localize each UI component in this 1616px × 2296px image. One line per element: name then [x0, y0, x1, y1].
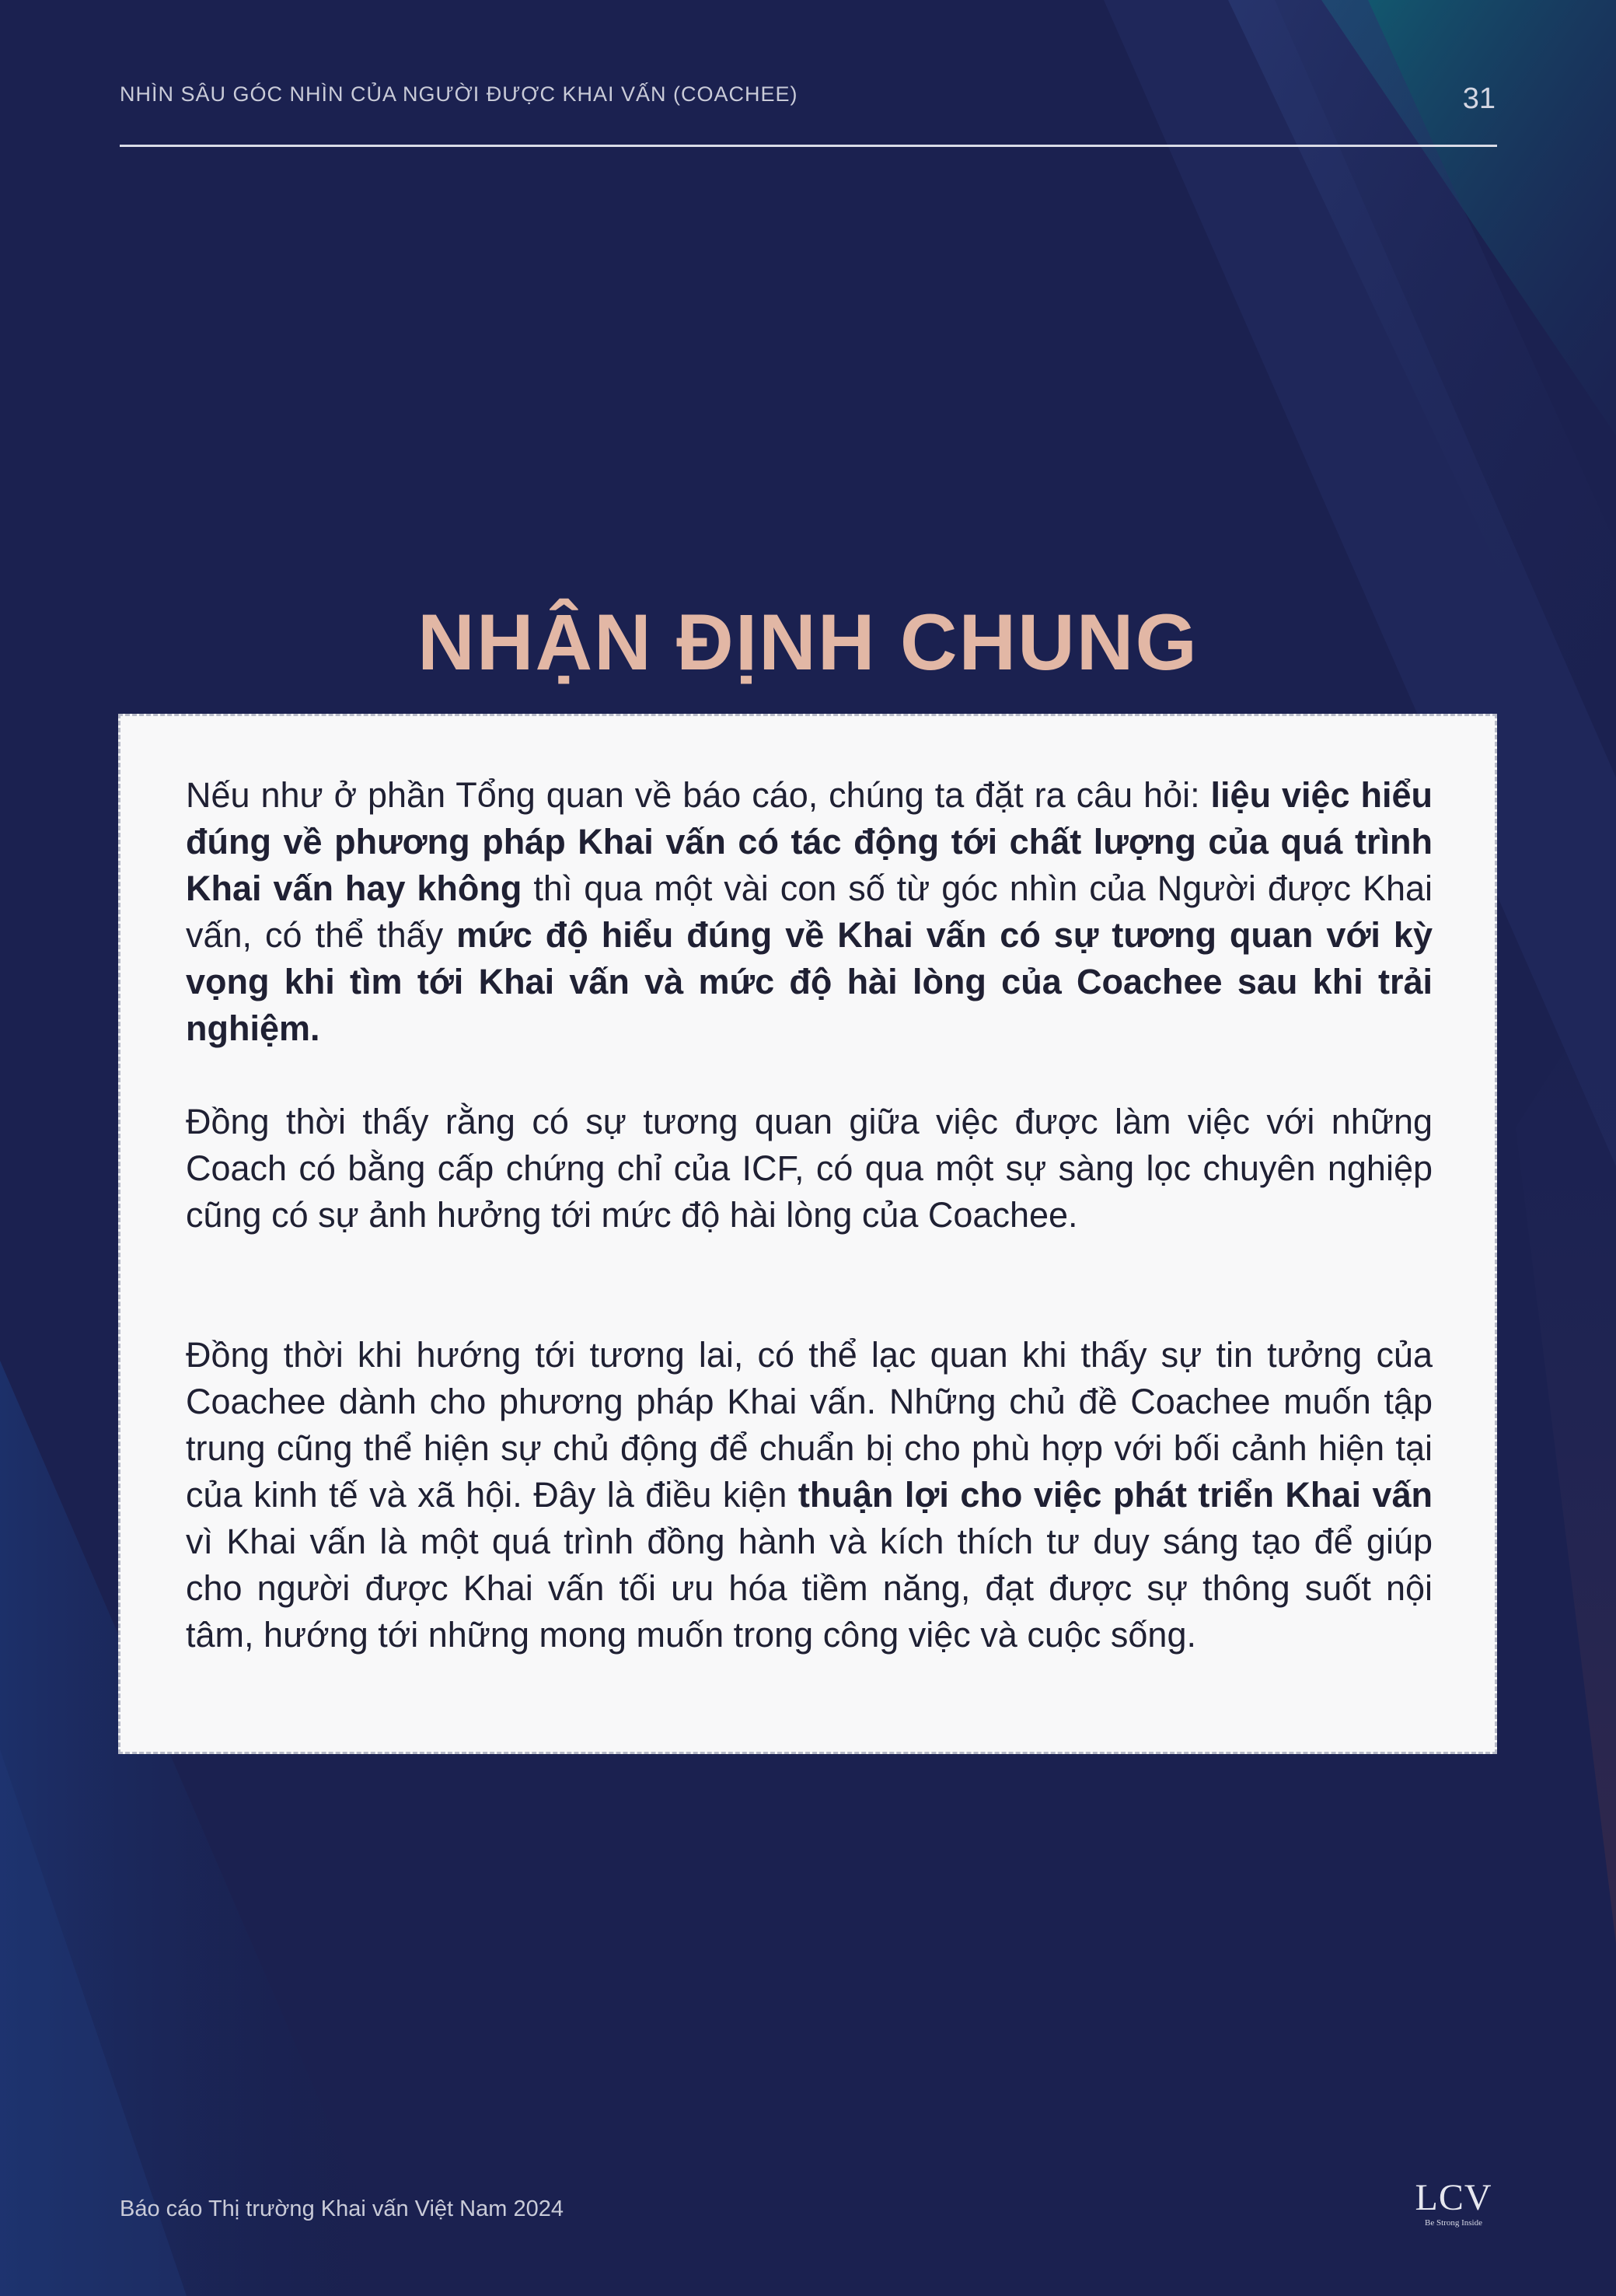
logo-wordmark: LCV — [1415, 2177, 1492, 2218]
report-name: Báo cáo Thị trường Khai vấn Việt Nam 2024 — [120, 2196, 564, 2221]
logo-tagline: Be Strong Inside — [1425, 2218, 1482, 2228]
page-title: NHẬN ĐỊNH CHUNG — [417, 598, 1199, 687]
summary-paragraph-2 — [186, 1099, 1433, 1239]
paragraph-1-emphasis: mức độ hiểu đúng về Khai vấn có sự tương quan với kỳ vọng khi tìm tới Khai vấn và mức độ hài lòng của Coachee sau khi trải nghiệm. — [186, 915, 1433, 1048]
paragraph-3-emphasis: thuận lợi cho việc phát triển Khai vấn — [798, 1475, 1433, 1515]
paragraph-3-text: Đồng thời khi hướng tới tương lai, có thể lạc quan khi thấy sự tin tưởng của Coachee dành cho phương pháp Khai vấn. Những chủ đề Coachee muốn tập trung cũng thể hiện sự chủ động để chuẩn bị cho phù hợp với bối cảnh hiện tại của kinh tế và xã hội. Đây là điều kiện — [186, 1335, 1433, 1515]
summary-card — [118, 714, 1497, 1754]
page-header — [120, 78, 1497, 148]
paragraph-1-text: Nếu như ở phần Tổng quan về báo cáo, chúng ta đặt ra câu hỏi: — [186, 775, 1211, 815]
paragraph-1-emphasis: liệu việc hiểu đúng về phương pháp Khai vấn có tác động tới chất lượng của quá trình Khai vấn hay không — [186, 775, 1433, 908]
lcv-logo — [1408, 2179, 1499, 2233]
summary-paragraph-1 — [186, 772, 1433, 1052]
paragraph-2-text: Đồng thời thấy rằng có sự tương quan giữa việc được làm việc với những Coach có bằng cấp chứng chỉ của ICF, có qua một sự sàng lọc chuyên nghiệp cũng có sự ảnh hưởng tới mức độ hài lòng của Coachee. — [186, 1102, 1433, 1235]
page-number: 31 — [1462, 82, 1496, 115]
paragraph-3-text: vì Khai vấn là một quá trình đồng hành và kích thích tư duy sáng tạo để giúp cho người được Khai vấn tối ưu hóa tiềm năng, đạt được sự thông suốt nội tâm, hướng tới những mong muốn trong công việc và cuộc sống. — [186, 1522, 1433, 1655]
header-divider — [120, 145, 1497, 147]
summary-paragraph-3 — [186, 1332, 1433, 1658]
paragraph-1-text: thì qua một vài con số từ góc nhìn của Người được Khai vấn, có thể thấy — [186, 868, 1433, 955]
section-label: NHÌN SÂU GÓC NHÌN CỦA NGƯỜI ĐƯỢC KHAI VẤN (COACHEE) — [120, 82, 798, 106]
